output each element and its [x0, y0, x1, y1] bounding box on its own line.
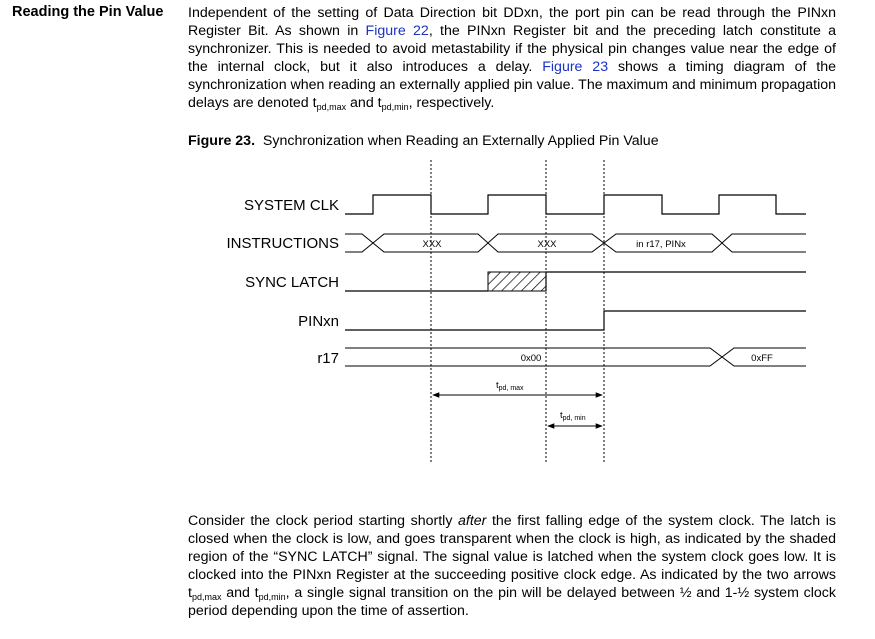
instr-value-1: XXX: [422, 239, 442, 250]
sync-latch-waveform: [345, 272, 806, 291]
label-instructions: INSTRUCTIONS: [226, 235, 339, 252]
explanation-paragraph: Consider the clock period starting shortly after the first falling edge of the system clock. The latch is closed when the clock is low, and goes transparent when the clock is high, as indicated by the shaded region of the “SYNC LATCH” signal. The signal value is latched when the system clock goes low. It is clocked into the PINxn Register at the succeeding positive clock edge. As indicated by the two arrows $t_{pd,max}$ and $t_{pd,min}$, a single signal transition on the pin will be delayed between ½ and 1-½ system clock period depending upon the time of assertion.: [188, 513, 836, 619]
pinxn-waveform: [345, 311, 806, 330]
instr-value-3: in r17, PINx: [636, 239, 686, 250]
intro-paragraph: Independent of the setting of Data Direction bit DDxn, the port pin can be read through the PINxn Register Bit. As shown in Figure 22, the PINxn Register bit and the preceding latch constitute a synchronizer. This is needed to avoid metastability if the physical pin changes value near the edge of the internal clock, but it also introduces a delay. Figure 23 shows a timing diagram of the synchronization when reading an externally applied pin value. The maximum and minimum propagation delays are denoted $t_{pd,max}$ and $t_{pd,min}$, respectively.: [188, 5, 836, 112]
label-system-clk: SYSTEM CLK: [243, 197, 339, 214]
figure-22-link[interactable]: Figure 22: [365, 22, 429, 39]
label-sync-latch: SYNC LATCH: [245, 274, 339, 291]
r17-bus: [345, 348, 806, 366]
tpd-min-label: $t_{pd, min}$: [560, 410, 586, 422]
figure-title: Synchronization when Reading an Externally Applied Pin Value: [262, 133, 659, 149]
r17-value-after: 0xFF: [751, 353, 773, 364]
figure-23-link[interactable]: Figure 23: [542, 58, 609, 75]
instr-value-2: XXX: [537, 239, 557, 250]
system-clk-waveform: [345, 195, 806, 214]
label-r17: r17: [317, 350, 339, 367]
figure-label: Figure 23.: [188, 133, 256, 149]
r17-value-before: 0x00: [520, 353, 542, 364]
sync-latch-shaded-region: [488, 272, 546, 291]
instructions-bus: [345, 234, 806, 252]
tpd-max-label: $t_{pd, max}$: [496, 380, 524, 392]
section-heading: Reading the Pin Value: [12, 4, 164, 20]
label-pinxn: PINxn: [298, 313, 339, 330]
